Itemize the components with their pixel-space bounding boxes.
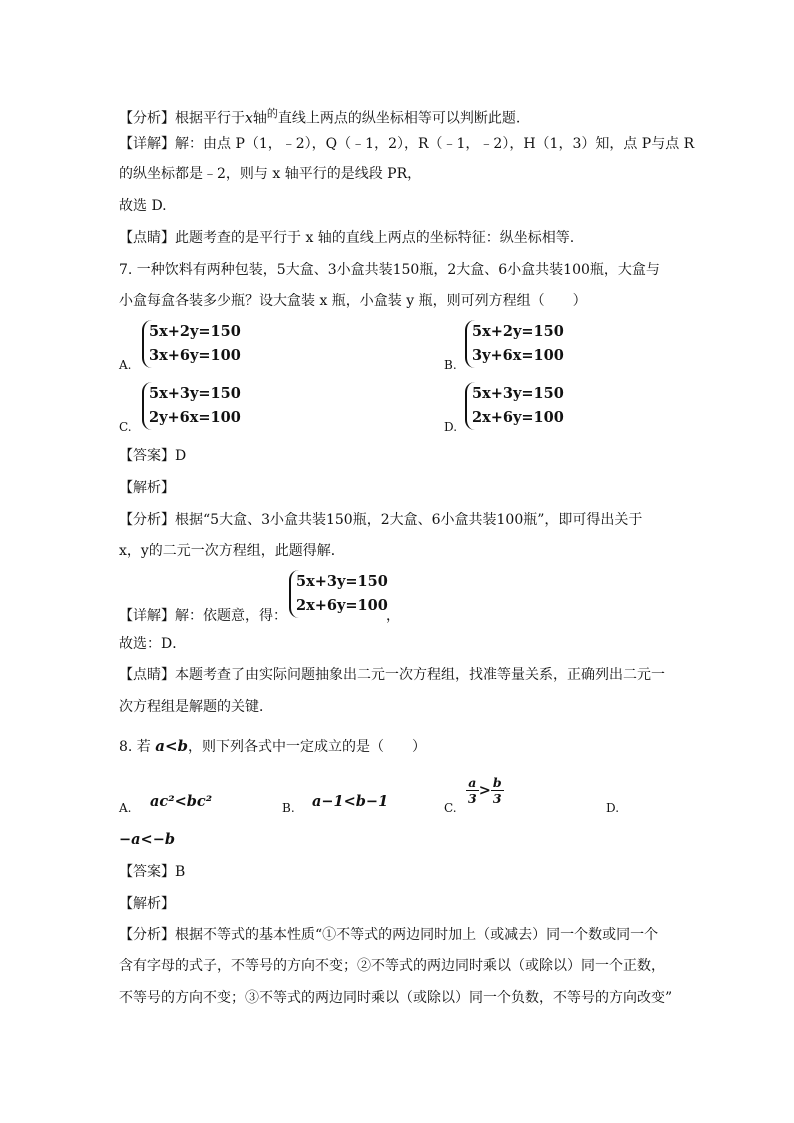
q7-analysis-line1 xyxy=(119,510,642,530)
text-segment: 根据平行于 xyxy=(175,110,245,127)
q7-dianjing-line1 xyxy=(119,665,665,685)
q8-option-c-expr[interactable] xyxy=(466,775,504,806)
equation: 5x+2y=150 xyxy=(472,323,564,340)
q7-stem-line2: 小盒每盒各装多少瓶？设大盒装 x 瓶，小盒装 y 瓶，则可列方程组（ ） xyxy=(119,293,587,309)
detail-text: 解：由点 P（1，﹣2），Q（﹣1，2），R（﹣1，﹣2），H（1，3）知，点 P与点 R xyxy=(175,136,695,152)
equation: 5x+3y=150 xyxy=(472,385,564,402)
text-segment: 直线上两点的纵坐标相等可以判断此题. xyxy=(277,110,521,127)
detail-line xyxy=(119,134,694,154)
equation: 3y+6x=100 xyxy=(472,347,564,364)
equation: 2y+6x=100 xyxy=(149,409,241,426)
q8-stem-pre: 8. 若 xyxy=(119,739,151,755)
equation: 5x+3y=150 xyxy=(149,385,241,402)
detail-tag: 【详解】 xyxy=(119,608,175,624)
q8-stem xyxy=(119,736,426,757)
dianjing-tag: 【点睛】 xyxy=(119,230,175,246)
q7-stem-line1: 7. 一种饮料有两种包装，5大盒、3小盒共装150瓶，2大盒、6小盒共装100瓶，大盒与 xyxy=(119,262,660,278)
q7-solution-system xyxy=(289,570,388,618)
q7-dianjing-line2: 次方程组是解题的关键． xyxy=(119,699,273,715)
q7-option-a-label[interactable]: A. xyxy=(119,358,132,372)
q7-detail-line xyxy=(119,606,287,626)
q7-option-c-label[interactable]: C. xyxy=(119,420,132,434)
analysis-line xyxy=(119,104,520,129)
q7-option-d-label[interactable]: D. xyxy=(444,420,458,434)
q7-option-b-system[interactable] xyxy=(465,320,564,368)
q8-answer: 【答案】B xyxy=(119,864,186,880)
text-segment: 的 xyxy=(266,107,278,120)
numerator: b xyxy=(492,775,502,790)
choice-line: 故选 D. xyxy=(119,198,167,214)
q7-analysis-line2: x，y的二元一次方程组，此题得解． xyxy=(119,543,345,559)
analysis-text: 根据“5大盒、3小盒共装150瓶，2大盒、6小盒共装100瓶”，即可得出关于 xyxy=(175,512,643,528)
dianjing-tag: 【点睛】 xyxy=(119,667,175,683)
q8-condition: a<b xyxy=(155,737,189,755)
fraction xyxy=(491,775,504,806)
numerator: a xyxy=(466,775,479,791)
q8-jiexi: 【解析】 xyxy=(119,896,175,912)
equation: 2x+6y=100 xyxy=(472,409,564,426)
q7-option-c-system[interactable] xyxy=(142,382,241,430)
q8-option-b-label[interactable]: B. xyxy=(282,801,295,815)
q8-option-a-label[interactable]: A. xyxy=(119,801,132,815)
q7-answer: 【答案】D xyxy=(119,448,187,464)
q7-choice: 故选：D． xyxy=(119,636,187,652)
q7-jiexi: 【解析】 xyxy=(119,480,175,496)
equation: 3x+6y=100 xyxy=(149,347,241,364)
dianjing-text: 此题考查的是平行于 x 轴的直线上两点的坐标特征：纵坐标相等. xyxy=(175,230,575,246)
equation: 5x+2y=150 xyxy=(149,323,241,340)
dianjing-line xyxy=(119,228,574,248)
q8-analysis-line3: 不等号的方向不变；③不等式的两边同时乘以（或除以）同一个负数，不等号的方向改变” xyxy=(119,990,673,1006)
detail-text: 解：依题意，得： xyxy=(175,608,287,624)
equation: 2x+6y=100 xyxy=(296,597,388,614)
operator: > xyxy=(478,782,491,799)
dianjing-text: 本题考查了由实际问题抽象出二元一次方程组，找准等量关系，正确列出二元一 xyxy=(175,667,665,683)
q8-option-d-label[interactable]: D. xyxy=(606,801,620,815)
q7-option-b-label[interactable]: B. xyxy=(444,358,457,372)
q8-stem-post: ，则下列各式中一定成立的是（ ） xyxy=(188,739,427,755)
analysis-tag: 【分析】 xyxy=(119,110,175,127)
q8-option-b-expr[interactable]: a−1<b−1 xyxy=(312,793,389,810)
q8-option-c-label[interactable]: C. xyxy=(444,801,457,815)
denominator: 3 xyxy=(492,791,502,806)
equation: 5x+3y=150 xyxy=(296,573,388,590)
q7-option-a-system[interactable] xyxy=(142,320,241,368)
detail-line-2: 的纵坐标都是﹣2，则与 x 轴平行的是线段 PR， xyxy=(119,166,422,182)
q8-option-d-expr[interactable]: −a<−b xyxy=(119,831,175,848)
denominator: 3 xyxy=(468,791,477,806)
q7-system-comma: ， xyxy=(386,608,400,624)
analysis-tag: 【分析】 xyxy=(119,927,175,943)
analysis-text: 根据不等式的基本性质“①不等式的两边同时加上（或减去）同一个数或同一个 xyxy=(175,927,659,943)
q8-analysis-line2: 含有字母的式子，不等号的方向不变；②不等式的两边同时乘以（或除以）同一个正数， xyxy=(119,958,665,974)
q8-analysis-line1 xyxy=(119,925,658,945)
fraction xyxy=(466,775,479,806)
q8-option-a-expr[interactable]: ac²<bc² xyxy=(150,793,213,810)
analysis-tag: 【分析】 xyxy=(119,512,175,528)
text-segment: 轴 xyxy=(252,110,267,127)
q7-option-d-system[interactable] xyxy=(465,382,564,430)
detail-tag: 【详解】 xyxy=(119,136,175,152)
var-x: x xyxy=(245,110,253,127)
